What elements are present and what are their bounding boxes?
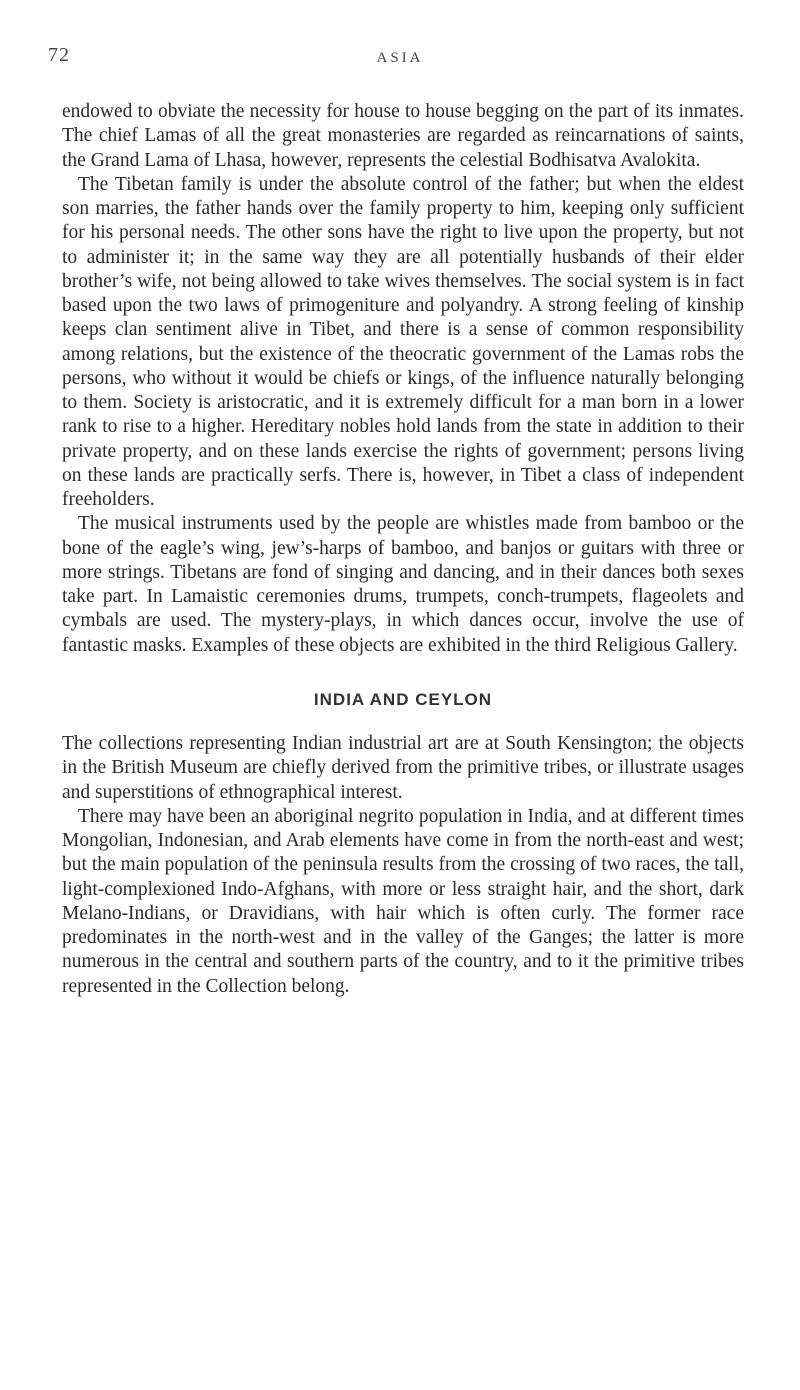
paragraph: endowed to obviate the necessity for house to house begging on the part of its inmates. The chief Lamas of all the great monasteries are regarded as reincarnations of saints, the Grand Lama of Lhasa, however, represents the celestial Bodhisatva Avalokita.	[62, 101, 744, 171]
section-heading: INDIA AND CEYLON	[313, 689, 493, 709]
page-number: 72	[48, 44, 70, 66]
paragraph: The collections representing Indian industrial art are at South Kensington; the objects in the British Museum are chiefly derived from the primitive tribes, or illustrate usages and superstitions of ethnographical interest.	[62, 733, 744, 803]
paragraph: The Tibetan family is under the absolute control of the father; but when the eldest son marries, the father hands over the family property to him, keeping only sufficient for his personal needs. The other sons have the right to live upon the property, but not to administer it; in the same way they are all potentially husbands of their elder brother’s wife, not being allowed to take wives themselves. The social system is in fact based upon the two laws of primogeniture and polyandry. A strong feeling of kinship keeps clan sentiment alive in Tibet, and there is a sense of common responsibility among relations, but the existence of the theocratic government of the Lamas robs the persons, who without it would be chiefs or kings, of the influence naturally belonging to them. Society is aristocratic, and it is extremely difficult for a man born in a lower rank to rise to a higher. Hereditary nobles hold lands from the state in addition to their private property, and on these lands exercise the rights of government; persons living on these lands are practically serfs. There is, however, in Tibet a class of independent freeholders.	[62, 173, 744, 510]
running-head: ASIA	[376, 50, 424, 66]
paragraph: There may have been an aboriginal negrito population in India, and at different times Mongolian, Indonesian, and Arab elements have come in from the north-east and west; but the main population of the peninsula results from the crossing of two races, the tall, light-complexioned Indo-Afghans, with more or less straight hair, and the short, dark Melano-Indians, or Dravidians, with hair which is often curly. The former race predominates in the north-west and in the valley of the Ganges; the latter is more numerous in the central and southern parts of the country, and to it the primitive tribes represented in the Collection belong.	[62, 805, 744, 997]
paragraph: The musical instruments used by the people are whistles made from bamboo or the bone of the eagle’s wing, jew’s-harps of bamboo, and banjos or guitars with three or more strings. Tibetans are fond of singing and dancing, and in their dances both sexes take part. In Lamaistic ceremonies drums, trumpets, conch-trumpets, flageolets and cymbals are used. The mystery-plays, in which dances occur, involve the use of fantastic masks. Examples of these objects are exhibited in the third Religious Gallery.	[62, 513, 744, 656]
body-text	[62, 100, 744, 999]
